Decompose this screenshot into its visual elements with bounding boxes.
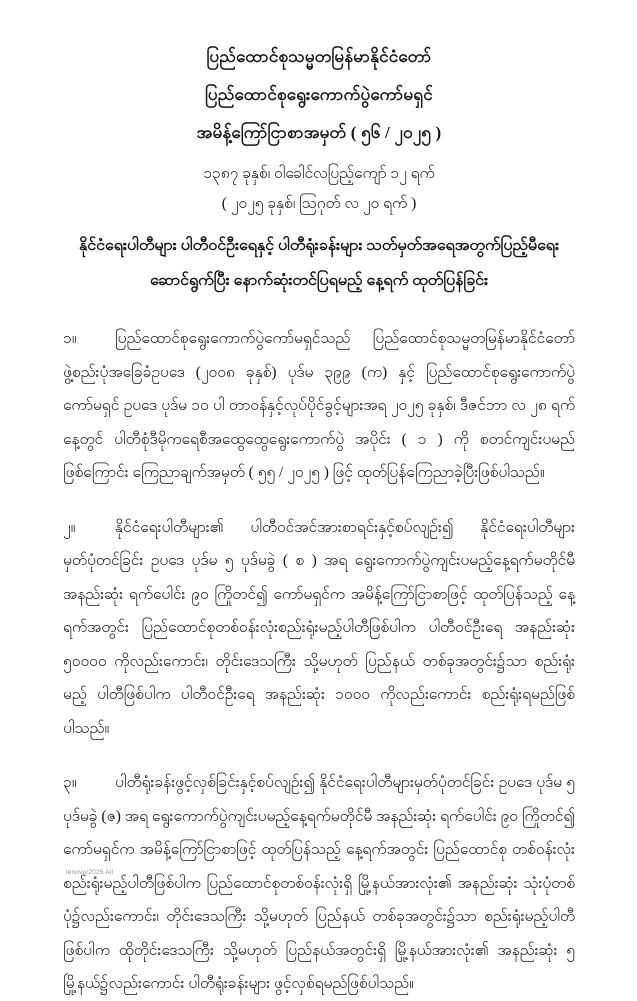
subject-heading bbox=[63, 228, 575, 298]
state-title: ပြည်ထောင်စုသမ္မတမြန်မာနိုင်ငံတော် bbox=[206, 47, 432, 66]
subject-line-1: နိုင်ငံရေးပါတီများ ပါတီဝင်ဦးရေနှင့် ပါတီရုံးခန်းများ သတ်မှတ်အရေအတွက်ပြည့်မီရေး bbox=[79, 237, 559, 254]
date-block bbox=[63, 159, 575, 219]
paragraph-1-text: ပြည်ထောင်စုရွေးကောက်ပွဲကော်မရှင်သည် ပြည်ထောင်စုသမ္မတမြန်မာနိုင်ငံတော် ဖွဲ့စည်းပုံအခြေခံဥပဒေ (၂၀၀၈ ခုနှစ်) ပုဒ်မ ၃၉၉ (က) နှင့် ပြည်ထောင်စုရွေးကောက်ပွဲ ကော်မရှင် ဥပဒေ ပုဒ်မ ၁၀ ပါ တာဝန်နှင့်လုပ်ပိုင်ခွင့်များအရ ၂၀၂၅ ခုနှစ်၊ ဒီဇင်ဘာ လ ၂၈ ရက်နေ့တွင် ပါတီစုံဒီမိုကရေစီအထွေထွေရွေးကောက်ပွဲ အပိုင်း ( ၁ ) ကို စတင်ကျင်းပမည် ဖြစ်ကြောင်း ကြေညာချက်အမှတ် ( ၅၅ / ၂၀၂၅ ) ဖြင့် ထုတ်ပြန်ကြေညာခဲ့ပြီးဖြစ်ပါသည်။ bbox=[63, 330, 575, 481]
paragraph-3-text: ပါတီရုံးခန်းဖွင့်လှစ်ခြင်းနှင့်စပ်လျဉ်း၍ နိုင်ငံရေးပါတီများမှတ်ပုံတင်ခြင်း ဥပဒေ ပုဒ်မ ၅ ပုဒ်မခွဲ (ဇ) အရ ရွေးကောက်ပွဲကျင်းပမည့်နေ့ရက်မတိုင်မီ အနည်းဆုံး ရက်ပေါင်း ၉၀ ကြိုတင်၍ ကော်မရှင်က အမိန့်ကြော်ငြာစာဖြင့် ထုတ်ပြန်သည့် နေ့ရက်အတွင်း ပြည်ထောင်စု တစ်ဝန်းလုံး စည်းရုံးမည့်ပါတီဖြစ်ပါက ပြည်ထောင်စုတစ်ဝန်းလုံးရှိ မြို့နယ်အားလုံး၏ အနည်းဆုံး သုံးပုံတစ်ပုံ၌လည်းကောင်း၊ တိုင်းဒေသကြီး သို့မဟုတ် ပြည်နယ် တစ်ခုအတွင်း၌သာ စည်းရုံးမည့်ပါတီဖြစ်ပါက ထိုတိုင်းဒေသကြီး သို့မဟုတ် ပြည်နယ်အတွင်းရှိ မြို့နယ်အားလုံး၏ အနည်းဆုံး ၅ မြို့နယ်၌လည်းကောင်း ပါတီရုံးခန်းများ ဖွင့်လှစ်ရမည်ဖြစ်ပါသည်။ bbox=[63, 774, 575, 992]
document-body bbox=[63, 322, 575, 1001]
header-block bbox=[63, 38, 575, 152]
subject-line-2: ဆောင်ရွက်ပြီး နောက်ဆုံးတင်ပြရမည့် နေ့ရက် ထုတ်ပြန်ခြင်း bbox=[149, 272, 489, 289]
paragraph-3-number: ၃။ bbox=[63, 774, 77, 791]
myanmar-calendar-date: ၁၃၈၇ ခုနှစ်၊ ဝါခေါင်လပြည့်ကျော် ၁၂ ရက် bbox=[203, 165, 435, 182]
notification-number: အမိန့်ကြော်ငြာစာအမှတ် ( ၅၆ / ၂၀၂၅ ) bbox=[196, 123, 442, 142]
paragraph-2 bbox=[63, 511, 575, 746]
paragraph-2-text: နိုင်ငံရေးပါတီများ၏ ပါတီဝင်အင်အားစာရင်းနှင့်စပ်လျဉ်း၍ နိုင်ငံရေးပါတီများ မှတ်ပုံတင်ခြင်း ဥပဒေ ပုဒ်မ ၅ ပုဒ်မခွဲ ( စ ) အရ ရွေးကောက်ပွဲကျင်းပမည့်နေ့ရက်မတိုင်မီ အနည်းဆုံး ရက်ပေါင်း ၉၀ ကြိုတင်၍ ကော်မရှင်က အမိန့်ကြော်ငြာစာဖြင့် ထုတ်ပြန်သည့် နေ့ရက်အတွင်း ပြည်ထောင်စုတစ်ဝန်းလုံးစည်းရုံးမည့်ပါတီဖြစ်ပါက ပါတီဝင်ဦးရေ အနည်းဆုံး ၅၀၀၀၀ ကိုလည်းကောင်း၊ တိုင်းဒေသကြီး သို့မဟုတ် ပြည်နယ် တစ်ခုအတွင်း၌သာ စည်းရုံးမည့် ပါတီဖြစ်ပါက ပါတီဝင်ဦးရေ အနည်းဆုံး ၁၀၀၀ ကိုလည်းကောင်း စည်းရုံးရမည်ဖြစ်ပါသည်။ bbox=[63, 518, 575, 737]
footer-stamp: lenovo/2025 All bbox=[66, 869, 114, 876]
commission-title: ပြည်ထောင်စုရွေးကောက်ပွဲကော်မရှင် bbox=[205, 85, 433, 104]
gregorian-date: ( ၂၀၂၅ ခုနှစ်၊ သြဂုတ် လ ၂၀ ရက် ) bbox=[221, 195, 417, 212]
paragraph-1-number: ၁။ bbox=[63, 330, 77, 347]
paragraph-1 bbox=[63, 322, 575, 490]
paragraph-3 bbox=[63, 766, 575, 1001]
paragraph-2-number: ၂။ bbox=[63, 518, 76, 536]
